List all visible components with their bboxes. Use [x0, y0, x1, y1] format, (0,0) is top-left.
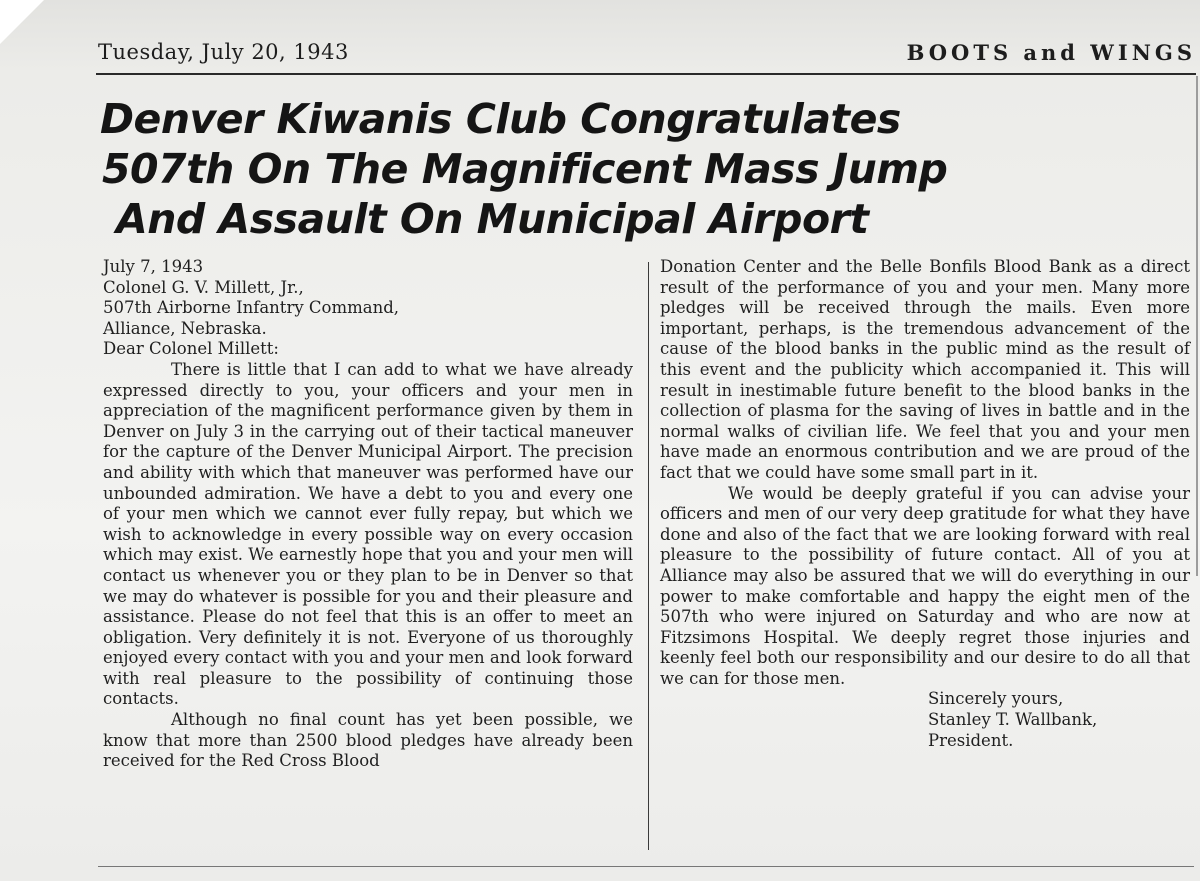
address-line: Colonel G. V. Millett, Jr., — [103, 277, 304, 297]
bottom-rule — [98, 866, 1194, 867]
signature-block — [660, 689, 1190, 751]
letter-paragraph-1: There is little that I can add to what we have already expressed directly to you, your officers and your men in appreciation of the magnificent performance given by them in Denver on July 3 in the carrying out of their tactical maneuver for the capture of the Denver Municipal Airport. The precision and ability with which that maneuver was performed have our unbounded admiration. We have a debt to you and every one of your men which we cannot ever fully repay, but which we wish to acknowledge in every possible way on every occasion which may exist. We earnestly hope that you and your men will contact us whenever you or they plan to be in Denver so that we may do whatever is possible for you and their pleasure and assistance. Please do not feel that this is an offer to meet an obligation. Very definitely it is not. Everyone of us thoroughly enjoyed every contact with you and your men and look forward with real pleasure to the possibility of continuing those contacts. — [103, 359, 633, 709]
letter-paragraph-3: We would be deeply grateful if you can advise your officers and men of our very deep gratitude for what they have done and also of the fact that we are looking forward with real pleasure to the possibility of future contact. All of you at Alliance may also be assured that we will do everything in our power to make comfortable and happy the eight men of the 507th who were injured on Saturday and who are now at Fitzsimons Hospital. We deeply regret those injuries and keenly feel both our responsibility and our desire to do all that we can for those men. — [660, 483, 1190, 688]
headline-line-2: 507th On The Magnificent Mass Jump — [102, 145, 948, 193]
article-column-left — [103, 257, 633, 772]
column-divider — [648, 262, 649, 850]
letter-address — [103, 278, 633, 360]
closing: Sincerely yours, — [928, 689, 1064, 709]
letter-date: July 7, 1943 — [103, 257, 204, 276]
letter-paragraph-2-start: Although no final count has yet been possible, we know that more than 2500 blood pledges have already been received for the Red Cross Blood — [103, 710, 633, 771]
headline — [100, 94, 1100, 244]
address-line: 507th Airborne Infantry Command, — [103, 298, 400, 318]
page-edge-rule — [1196, 76, 1198, 576]
signer-title: President. — [928, 730, 1014, 750]
masthead-paper-name: BOOTS and WINGS — [906, 40, 1196, 65]
folded-corner — [0, 0, 44, 44]
headline-line-1: Denver Kiwanis Club Congratulates — [100, 95, 901, 143]
article-column-right — [660, 257, 1190, 751]
salutation: Dear Colonel Millett: — [103, 339, 279, 359]
masthead-rule — [96, 73, 1196, 75]
address-line: Alliance, Nebraska. — [103, 318, 267, 338]
masthead-date: Tuesday, July 20, 1943 — [98, 40, 349, 64]
letter-paragraph-2-continued: Donation Center and the Belle Bonfils Blood Bank as a direct result of the performance of you and your men. Many more pledges will be received through the mails. Even more important, perhaps, is the tremendous advancement of the cause of the blood banks in the public mind as the result of this event and the publicity which accompanied it. This will result in inestimable future benefit to the blood banks in the collection of plasma for the saving of lives in battle and in the normal walks of civilian life. We feel that you and your men have made an enormous contribution and we are proud of the fact that we could have some small part in it. — [660, 257, 1190, 482]
headline-line-3: And Assault On Municipal Airport — [116, 195, 869, 243]
signer-name: Stanley T. Wallbank, — [928, 710, 1098, 730]
